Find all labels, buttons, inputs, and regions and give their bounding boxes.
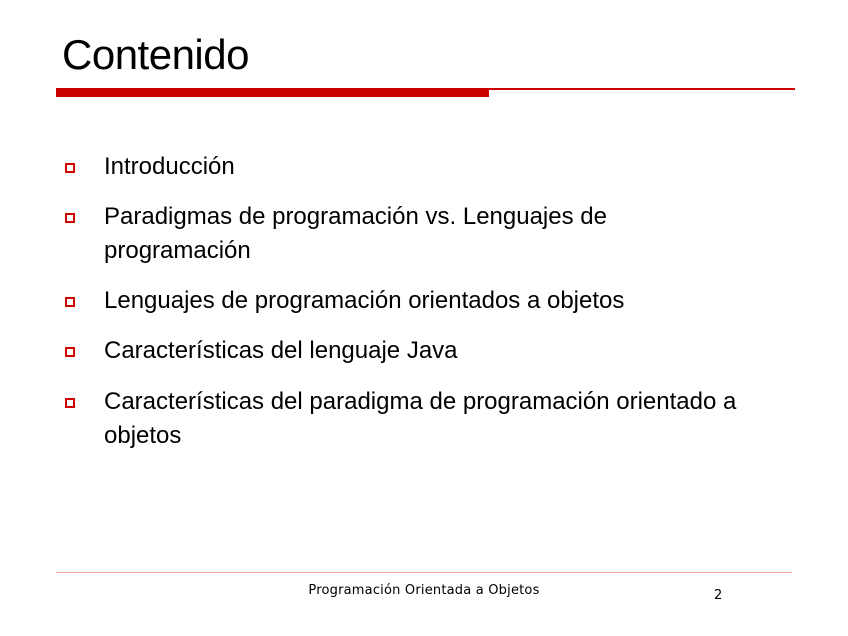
hollow-square-bullet-icon bbox=[65, 398, 75, 408]
slide-title: Contenido bbox=[62, 31, 249, 78]
bullet-text: Lenguajes de programación orientados a objetos bbox=[104, 287, 625, 314]
bullet-text: Características del lenguaje Java bbox=[104, 337, 458, 364]
hollow-square-bullet-icon bbox=[65, 213, 75, 223]
title-underline-thick bbox=[56, 88, 489, 97]
hollow-square-bullet-icon bbox=[65, 297, 75, 307]
page-number: 2 bbox=[714, 588, 723, 603]
hollow-square-bullet-icon bbox=[65, 163, 75, 173]
footer-divider bbox=[56, 572, 792, 573]
bullet-text: Introducción bbox=[104, 153, 235, 180]
title-underline-thin bbox=[489, 88, 795, 90]
bullet-text: Características del paradigma de programación orientado a objetos bbox=[104, 388, 737, 449]
hollow-square-bullet-icon bbox=[65, 347, 75, 357]
footer-title: Programación Orientada a Objetos bbox=[308, 583, 540, 598]
bullet-text: Paradigmas de programación vs. Lenguajes de programación bbox=[104, 203, 607, 264]
